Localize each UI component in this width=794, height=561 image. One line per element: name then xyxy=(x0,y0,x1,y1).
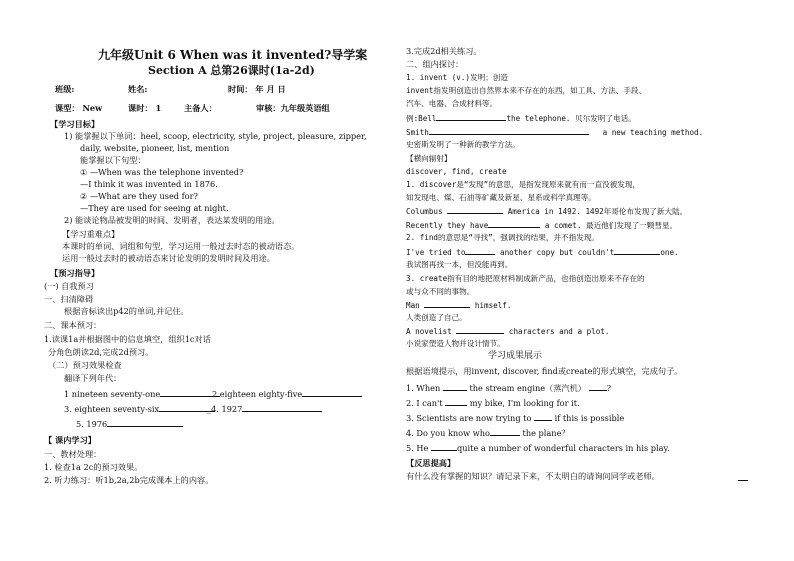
r-sentence-4: 4. Do you know who the plane？ xyxy=(406,428,570,438)
r-create-2: 或与众不同的事物。 xyxy=(406,287,475,296)
in-class-3: 2. 听力练习：听1b,2a,2b完成课本上的内容。 xyxy=(44,475,214,485)
year-5: 5. 1976 xyxy=(76,418,183,430)
preview-6: 分角色朗读2d,完成2d预习。 xyxy=(48,347,154,357)
section-preview: 【预习指导】 xyxy=(50,268,100,278)
year-3: 3. eighteen seventy-six xyxy=(64,403,215,415)
goal-q1: ① —When was the telephone invented? xyxy=(80,167,244,177)
section-key-points: 【学习重难点】 xyxy=(62,229,120,239)
r-sentence-5: 5. He quite a number of wonderful characters in his play. xyxy=(406,443,670,453)
r-trailing-blank xyxy=(738,480,748,481)
r-section-radiation: 【横向辐射】 xyxy=(406,154,452,163)
r-invent-desc2: 汽车、电器、合成材料等。 xyxy=(406,99,498,108)
prep-label: 主备人： xyxy=(184,103,217,113)
r-novelist-cn: 小说家塑造人物并设计情节。 xyxy=(406,339,505,348)
r-results-title: 学习成果展示 xyxy=(488,351,543,361)
r-invent-head: 1. invent (v.)发明；创造 xyxy=(406,73,508,82)
r-smith-cn: 史密斯发明了一种新的教学方法。 xyxy=(406,140,520,149)
r-create-1: 3. create指有目的地把原材料制成新产品，也指创造出原来不存在的 xyxy=(406,274,645,283)
section-goals: 【学习目标】 xyxy=(50,119,100,129)
year-4: _4. 1927 xyxy=(207,403,322,415)
name-label: 姓名: xyxy=(128,84,148,94)
class-label: 班级: xyxy=(55,84,75,94)
preview-8: 翻译下列年代： xyxy=(64,373,122,383)
r-find-ex: I've tried to another copy but couldn't one. xyxy=(406,248,679,257)
r-reflection-text: 有什么没有掌握的知识？请记录下来，不太明白的请询问同学或老师。 xyxy=(406,471,660,481)
key-1: 本课时的单词、词组和句型，学习运用一般过去时态的被动语态。 xyxy=(62,241,300,251)
goal-words: 1) 能掌握以下单词：heel, scoop, electricity, style, project, pleasure, zipper, xyxy=(64,131,367,141)
goal-2: 2) 能谈论物品被发明的时间、发明者，表达某发明的用途。 xyxy=(64,215,280,225)
r-line-2: 二、组内探讨： xyxy=(406,59,464,69)
r-sentence-3: 3. Scientists are now trying to if this is possible xyxy=(406,413,625,423)
r-invent-desc: invent指发明创造出自然界本来不存在的东西，如工具、方法、手段、 xyxy=(406,86,647,95)
r-example-smith: Smith a new teaching method. xyxy=(406,128,704,137)
preview-5: 1.读课1a并根据图中的信息填空，组织1c对话 xyxy=(44,334,211,344)
type-label: 课型： New xyxy=(55,103,103,113)
preview-3: 根据音标读出p42的单词,并记住。 xyxy=(64,306,189,316)
r-words: discover, find, create xyxy=(406,167,507,176)
r-comet: Recently they have a comet. 最近他们发现了一颗彗星。 xyxy=(406,221,678,230)
preview-2: 一、扫清障碍 xyxy=(44,294,94,304)
year-2: 2 eighteen eighty-five xyxy=(212,388,362,400)
preview-4: 二、课本预习： xyxy=(44,320,102,330)
hours-label: 课时： 1 xyxy=(128,103,162,113)
r-columbus: Columbus America in 1492. 1492年哥伦布发现了新大陆。 xyxy=(406,207,688,216)
goal-a2: —They are used for seeing at night. xyxy=(80,203,229,213)
key-2: 运用一般过去时的被动语态来讨论发明的发明时间及用途。 xyxy=(62,253,275,263)
r-find-cn: 我试图再找一本，但没能再到。 xyxy=(406,260,513,269)
r-sentence-2: 2. I can't my bike, I'm looking for it. xyxy=(406,398,580,408)
r-line-1: 3.完成2d相关练习。 xyxy=(406,46,482,56)
preview-1: (一) 自我预习 xyxy=(44,281,94,291)
r-discover-1: 1. discover是“发现”的意思，是指发现原来就有而一直没被发现， xyxy=(406,180,641,189)
r-sentence-1: 1. When the stream engine（蒸汽机） ? xyxy=(406,383,611,393)
goal-words-cont: daily, website, pioneer, list, mention xyxy=(80,143,230,153)
worksheet-subtitle: Section A 总第26课时(1a-2d) xyxy=(148,64,315,77)
r-man-cn: 人类创造了自己。 xyxy=(406,313,467,322)
goal-a1: —I think it was invented in 1876. xyxy=(80,179,218,189)
r-example-bell: 例:Bell the telephone. 贝尔发明了电话。 xyxy=(406,114,636,123)
r-man-ex: Man himself. xyxy=(406,301,512,310)
year-1: 1 nineteen seventy-one xyxy=(64,388,220,400)
time-label: 时间： 年 月 日 xyxy=(228,84,286,94)
worksheet-title: 九年级Unit 6 When was it invented?导学案 xyxy=(98,48,368,62)
review-label: 审核：九年级英语组 xyxy=(256,103,330,113)
goal-q2: ② —What are they used for? xyxy=(80,191,198,201)
r-find-1: 2. find的意思是“寻找”，强调找的结果，并不指发现。 xyxy=(406,233,600,242)
section-in-class: 【 课内学习】 xyxy=(44,435,96,445)
r-section-reflection: 【反思提高】 xyxy=(406,458,456,468)
preview-7: （二）预习效果检查 xyxy=(48,360,122,370)
r-discover-2: 如发现电、煤、石油等矿藏及新星、星系或科学真理等。 xyxy=(406,193,596,202)
in-class-1: 一、教材处理： xyxy=(44,449,102,459)
r-novelist-ex: A novelist characters and a plot. xyxy=(406,327,610,336)
goal-sentences: 能掌握以下句型： xyxy=(80,155,146,165)
r-results-instr: 根据语境提示，用invent, discover, find或create的形式填空，完成句子。 xyxy=(406,366,683,376)
in-class-2: 1. 检查1a 2c的预习效果。 xyxy=(44,462,143,472)
